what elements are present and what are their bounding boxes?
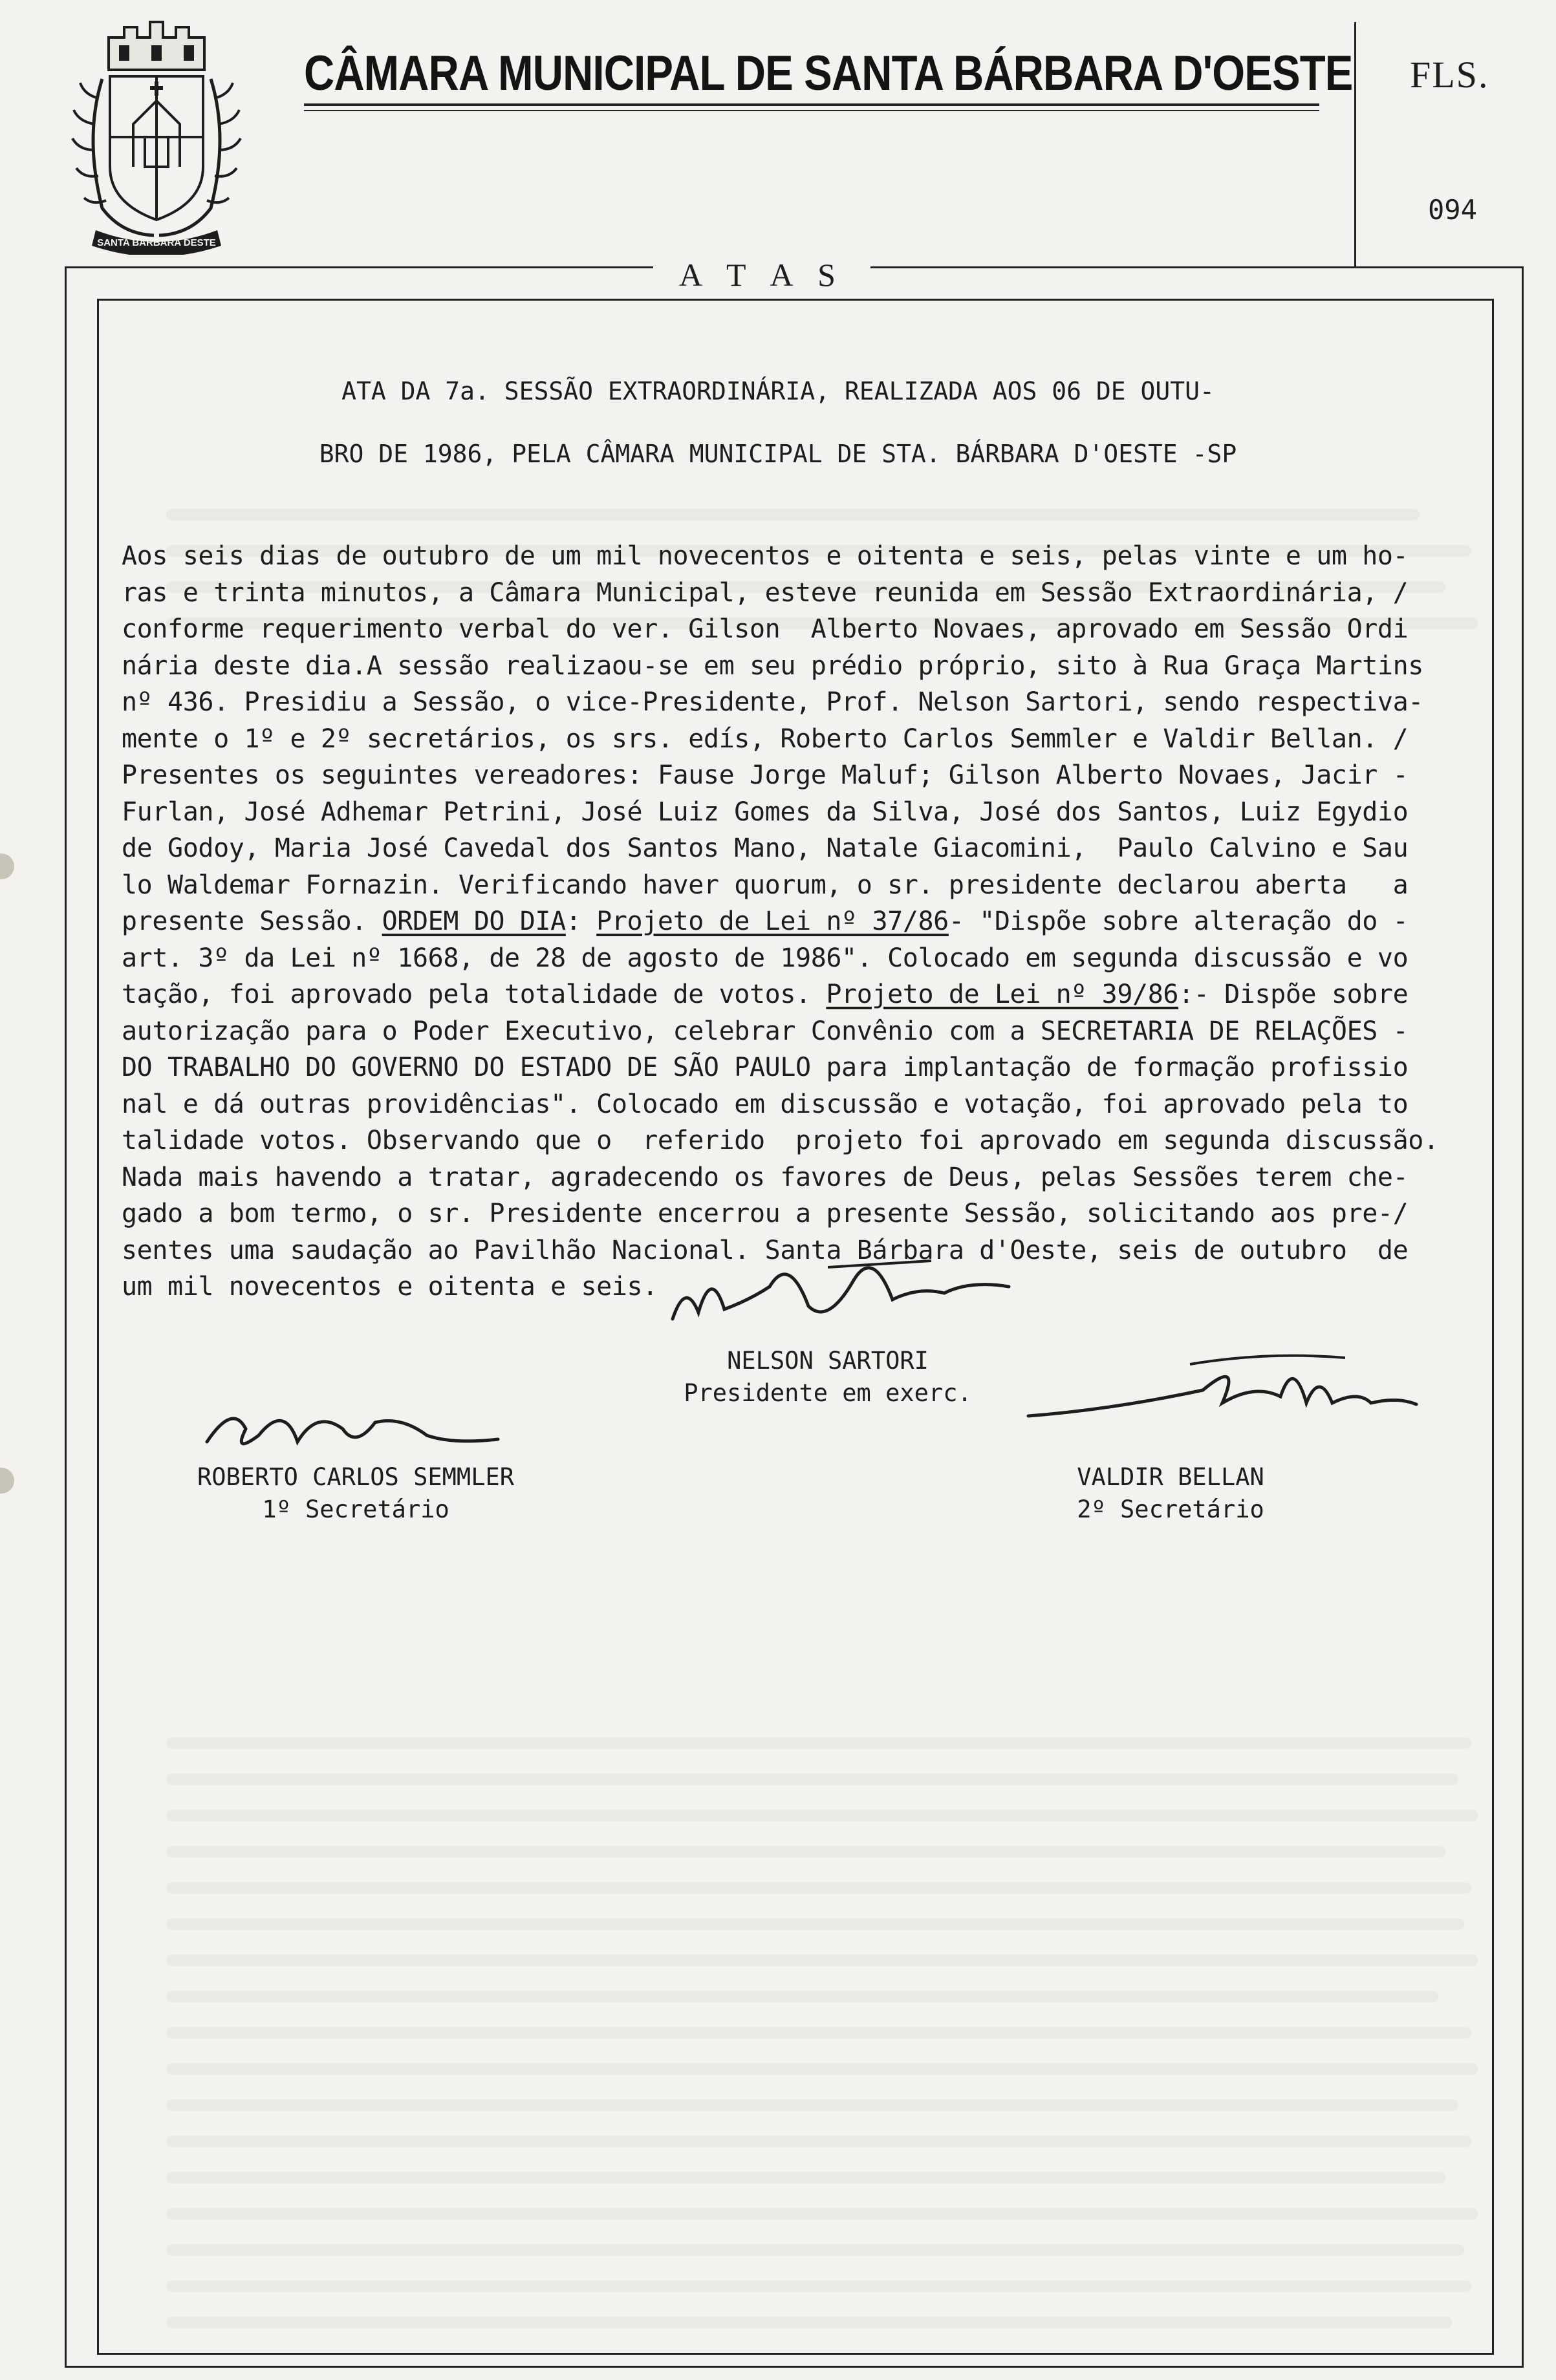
second-secretary-name: VALDIR BELLAN xyxy=(1077,1463,1264,1491)
body-text-span: presente Sessão. xyxy=(122,906,382,936)
title-rule xyxy=(304,110,1319,111)
second-secretary-signature xyxy=(1009,1345,1423,1435)
crest-motto: SANTA BARBARA DESTE xyxy=(97,237,216,248)
body-line xyxy=(122,976,1439,1013)
body-line: nária deste dia.A sessão realizaou-se em seu prédio próprio, sito à Rua Graça Martins xyxy=(122,650,1423,681)
body-line: ras e trinta minutos, a Câmara Municipal, esteve reunida em Sessão Extraordinária, / xyxy=(122,577,1409,608)
fls-label: FLS. xyxy=(1410,54,1489,96)
body-line: talidade votos. Observando que o referido projeto foi aprovado em segunda discussão. xyxy=(122,1126,1439,1155)
president-name: NELSON SARTORI xyxy=(727,1347,929,1375)
body-line: mente o 1º e 2º secretários, os srs. edís, Roberto Carlos Semmler e Valdir Bellan. / xyxy=(122,724,1409,754)
second-secretary-signature-block xyxy=(1028,1461,1313,1526)
first-secretary-signature-block xyxy=(194,1461,517,1526)
body-line: nal e dá outras providências". Colocado em discussão e votação, foi aprovado pela to xyxy=(122,1089,1409,1119)
section-label: A T A S xyxy=(653,256,870,294)
body-line: art. 3º da Lei nº 1668, de 28 de agosto de 1986". Colocado em segunda discussão e vo xyxy=(122,943,1409,973)
organization-name: CÂMARA MUNICIPAL DE SANTA BÁRBARA D'OESTE xyxy=(304,46,1353,101)
body-line: Presentes os seguintes vereadores: Fause Jorge Maluf; Gilson Alberto Novaes, Jacir - xyxy=(122,760,1409,790)
president-signature-block xyxy=(647,1345,1009,1410)
first-secretary-role: 1º Secretário xyxy=(262,1496,449,1523)
body-line: autorização para o Poder Executivo, celebrar Convênio com a SECRETARIA DE RELAÇÕES - xyxy=(122,1016,1409,1046)
ordem-do-dia-label: ORDEM DO DIA xyxy=(382,906,566,936)
body-line: nº 436. Presidiu a Sessão, o vice-Presidente, Prof. Nelson Sartori, sendo respectiva- xyxy=(122,687,1423,717)
body-line: conforme requerimento verbal do ver. Gilson Alberto Novaes, aprovado em Sessão Ordi xyxy=(122,614,1409,644)
second-secretary-role: 2º Secretário xyxy=(1077,1496,1264,1523)
body-line: Aos seis dias de outubro de um mil novecentos e oitenta e seis, pelas vinte e um ho- xyxy=(122,541,1409,571)
binder-hole xyxy=(0,1468,14,1494)
minutes-heading-line-2: BRO DE 1986, PELA CÂMARA MUNICIPAL DE STA. BÁRBARA D'OESTE -SP xyxy=(319,440,1237,468)
municipal-crest-icon xyxy=(70,14,243,255)
title-rule xyxy=(304,103,1319,106)
binder-hole xyxy=(0,853,14,879)
minutes-body xyxy=(122,538,1439,1305)
body-line: DO TRABALHO DO GOVERNO DO ESTADO DE SÃO PAULO para implantação de formação profissio xyxy=(122,1053,1409,1082)
minutes-heading-line-1: ATA DA 7a. SESSÃO EXTRAORDINÁRIA, REALIZADA AOS 06 DE OUTU- xyxy=(341,377,1215,405)
body-text-span: : xyxy=(565,906,597,936)
bill-37-86: Projeto de Lei nº 37/86 xyxy=(596,906,949,936)
body-line: um mil novecentos e oitenta e seis. xyxy=(122,1272,658,1302)
body-line: gado a bom termo, o sr. Presidente encerrou a presente Sessão, solicitando aos pre-/ xyxy=(122,1199,1409,1228)
page-number: 094 xyxy=(1428,194,1477,226)
body-line: lo Waldemar Fornazin. Verificando haver quorum, o sr. presidente declarou aberta a xyxy=(122,870,1409,900)
body-line: Furlan, José Adhemar Petrini, José Luiz Gomes da Silva, José dos Santos, Luiz Egydio xyxy=(122,797,1409,827)
body-text-span: - "Dispõe sobre alteração do - xyxy=(948,906,1409,936)
body-line xyxy=(122,903,1439,940)
first-secretary-name: ROBERTO CARLOS SEMMLER xyxy=(197,1463,515,1491)
body-text-span: tação, foi aprovado pela totalidade de votos. xyxy=(122,980,827,1009)
body-line: Nada mais havendo a tratar, agradecendo os favores de Deus, pelas Sessões terem che- xyxy=(122,1162,1409,1192)
bill-39-86: Projeto de Lei nº 39/86 xyxy=(826,980,1179,1009)
body-text-span: :- Dispõe sobre xyxy=(1178,980,1409,1009)
body-line: de Godoy, Maria José Cavedal dos Santos Mano, Natale Giacomini, Paulo Calvino e Sau xyxy=(122,833,1409,863)
president-signature xyxy=(660,1241,1022,1338)
header-divider xyxy=(1354,22,1356,266)
body-line: sentes uma saudação ao Pavilhão Nacional. Santa Bárbara d'Oeste, seis de outubro de xyxy=(122,1235,1409,1265)
president-role: Presidente em exerc. xyxy=(684,1379,972,1407)
first-secretary-signature xyxy=(194,1390,517,1461)
